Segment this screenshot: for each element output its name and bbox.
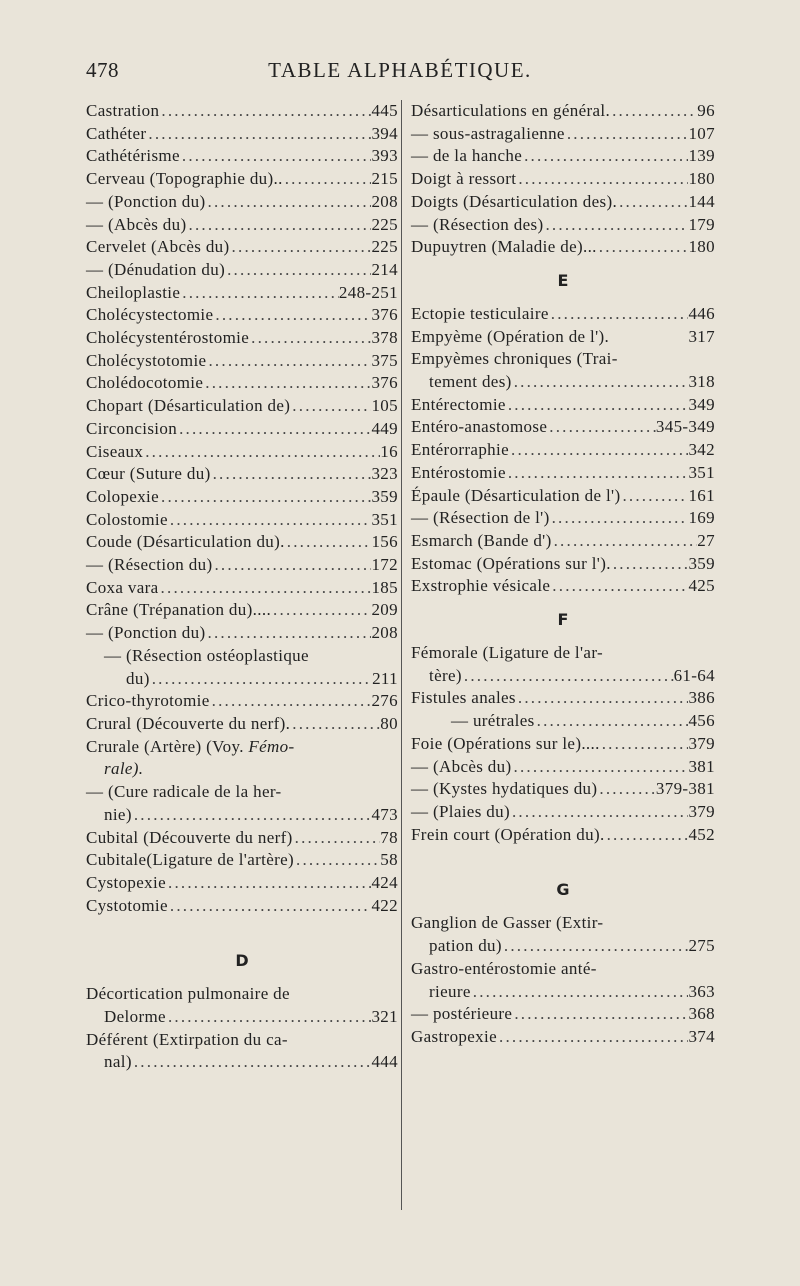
- leader-dots: [168, 509, 372, 532]
- index-entry: [411, 642, 715, 665]
- entry-text: Cœur (Suture du): [86, 464, 211, 484]
- index-entry: [411, 665, 715, 688]
- entry-text: Cathéter: [86, 123, 147, 143]
- index-entry: [411, 439, 715, 462]
- page-ref: 393: [371, 146, 398, 166]
- leader-dots: [617, 191, 688, 214]
- leader-dots: [509, 439, 688, 462]
- leader-dots: [206, 350, 371, 373]
- entry-text: — urétrales: [451, 711, 535, 731]
- page-ref: 180: [688, 237, 715, 257]
- index-entry: [411, 326, 715, 349]
- leader-dots: [552, 530, 698, 553]
- leader-dots: [211, 463, 372, 486]
- section-heading-d: D: [235, 951, 249, 971]
- entry-text: Entérectomie: [411, 394, 506, 414]
- index-entry: [86, 441, 398, 464]
- page-ref: 394: [371, 123, 398, 143]
- leader-dots: [159, 100, 371, 123]
- column-divider: [401, 100, 402, 1210]
- index-entry: [411, 168, 715, 191]
- index-entry: [411, 371, 715, 394]
- page-ref: 445: [371, 101, 398, 120]
- index-entry: [86, 645, 398, 668]
- index-entry: [86, 214, 398, 237]
- page-ref: 422: [371, 895, 398, 915]
- leader-dots: [549, 303, 689, 326]
- page-ref: 139: [688, 146, 715, 166]
- entry-text: Crico-thyrotomie: [86, 691, 210, 711]
- entry-text: Gastropexie: [411, 1026, 497, 1046]
- index-entry: [86, 1029, 398, 1052]
- page-ref: 156: [371, 532, 398, 552]
- page-ref: 368: [688, 1004, 715, 1024]
- index-entry: [411, 507, 715, 530]
- index-entry: [86, 781, 398, 804]
- entry-text: Frein court (Opération du).: [411, 824, 605, 844]
- leader-dots: [290, 713, 380, 736]
- leader-dots: [543, 214, 688, 237]
- index-entry: [411, 575, 715, 598]
- page-ref: 225: [371, 237, 398, 257]
- entry-text: Foie (Opérations sur le)....: [411, 733, 600, 753]
- page-ref: 381: [688, 756, 715, 776]
- index-group-g: [411, 1003, 715, 1048]
- leader-dots: [547, 416, 656, 439]
- index-entry: [86, 304, 398, 327]
- index-entry: [86, 983, 398, 1006]
- entry-text: — (Abcès du): [411, 756, 512, 776]
- page-ref: 225: [371, 214, 398, 234]
- page-ref: 386: [688, 688, 715, 708]
- entry-text: Fistules anales: [411, 688, 516, 708]
- page-ref: 61-64: [673, 665, 715, 685]
- index-entry: [411, 348, 715, 371]
- leader-dots: [180, 145, 372, 168]
- index-entry: [86, 577, 398, 600]
- entry-text: Exstrophie vésicale: [411, 576, 551, 596]
- entry-text: — (Ponction du): [86, 191, 206, 211]
- index-entry: [86, 895, 398, 918]
- index-entry: [86, 100, 398, 123]
- index-group-c2: [86, 690, 398, 735]
- index-group-e: [411, 394, 715, 598]
- page-number: 478: [86, 58, 119, 82]
- entry-text: Estomac (Opérations sur l').: [411, 553, 611, 573]
- leader-dots: [565, 123, 689, 146]
- leader-dots: [597, 778, 655, 801]
- index-entry: [86, 145, 398, 168]
- leader-dots: [132, 1051, 372, 1074]
- left-column: [86, 100, 398, 1074]
- leader-dots: [600, 733, 689, 756]
- entry-text: tement des): [429, 372, 512, 392]
- index-entry: [411, 710, 715, 733]
- index-entry: [86, 554, 398, 577]
- entry-text: — (Kystes hydatiques du): [411, 779, 598, 799]
- index-entry: [86, 622, 398, 645]
- leader-dots: [462, 665, 674, 688]
- entry-text: Cubitale(Ligature de l'artère): [86, 850, 295, 870]
- entry-text: Coxa vara: [86, 577, 159, 597]
- leader-dots: [471, 981, 689, 1004]
- index-entry: [411, 394, 715, 417]
- index-entry: [411, 778, 715, 801]
- entry-text: Cholécystotomie: [86, 350, 207, 370]
- index-entry: [411, 756, 715, 779]
- index-entry: [86, 259, 398, 282]
- page-ref: 345-349: [655, 417, 715, 437]
- page-ref: 209: [371, 600, 398, 620]
- page-ref: 16: [380, 441, 398, 461]
- leader-dots: [497, 1026, 688, 1049]
- leader-dots: [168, 895, 372, 918]
- entry-text: Colopexie: [86, 486, 160, 506]
- leader-dots: [285, 531, 372, 554]
- leader-dots: [230, 236, 372, 259]
- leader-dots: [206, 191, 372, 214]
- entry-text: nal): [104, 1052, 132, 1072]
- entry-text: Cubital (Découverte du nerf): [86, 827, 293, 847]
- entry-text: Castration: [86, 101, 160, 120]
- entry-text: Esmarch (Bande d'): [411, 530, 552, 550]
- leader-dots: [620, 485, 688, 508]
- page-ref: 376: [371, 305, 398, 325]
- leader-dots: [180, 282, 339, 305]
- leader-dots: [225, 259, 371, 282]
- page-ref: 359: [688, 553, 715, 573]
- entry-text: pation du): [429, 936, 502, 956]
- leader-dots: [159, 486, 371, 509]
- entry-text: Chopart (Désarticulation de): [86, 396, 291, 416]
- index-entry: [86, 1051, 398, 1074]
- leader-dots: [187, 214, 372, 237]
- index-entry: [411, 485, 715, 508]
- entry-text: Doigt à ressort: [411, 169, 517, 189]
- index-entry: [411, 981, 715, 1004]
- index-entry: [86, 236, 398, 259]
- leader-dots: [516, 687, 689, 710]
- page-ref: 58: [380, 850, 398, 870]
- leader-dots: [210, 690, 372, 713]
- page-ref: 321: [371, 1007, 398, 1027]
- index-group-d: [411, 100, 715, 259]
- index-entry: [86, 486, 398, 509]
- leader-dots: [249, 327, 371, 350]
- leader-dots: [283, 168, 372, 191]
- leader-dots: [132, 804, 372, 827]
- entry-text: Cerveau (Topographie du)..: [86, 169, 283, 189]
- entry-text: Empyèmes chroniques (Trai-: [411, 349, 618, 369]
- page-ref: 446: [688, 303, 715, 323]
- entry-text: Circoncision: [86, 418, 178, 438]
- index-entry: [411, 145, 715, 168]
- entry-text: nie): [104, 804, 132, 824]
- page-ref: 169: [688, 508, 715, 528]
- index-entry: [411, 912, 715, 935]
- leader-dots: [506, 462, 689, 485]
- page-ref: 208: [371, 191, 398, 211]
- leader-dots: [212, 554, 371, 577]
- entry-text: — (Résection des): [411, 214, 544, 234]
- page-ref: 317: [688, 326, 715, 346]
- index-entry: [86, 531, 398, 554]
- page-ref: 342: [688, 440, 715, 460]
- leader-dots: [206, 622, 372, 645]
- page-ref: 379: [688, 733, 715, 753]
- entry-text: Fémorale (Ligature de l'ar-: [411, 643, 604, 663]
- page-ref: 452: [688, 824, 715, 844]
- entry-text: Cheiloplastie: [86, 282, 181, 302]
- index-entry: [86, 827, 398, 850]
- leader-dots: [150, 668, 372, 691]
- index-entry: [86, 372, 398, 395]
- page-ref: 375: [371, 350, 398, 370]
- index-entry: [86, 168, 398, 191]
- page-ref: 208: [371, 623, 398, 643]
- index-entry: [86, 509, 398, 532]
- page-ref: 323: [371, 464, 398, 484]
- leader-dots: [610, 100, 697, 123]
- page-ref: 144: [688, 191, 715, 211]
- page-ref: 211: [372, 668, 398, 688]
- page-ref: 379: [688, 801, 715, 821]
- leader-dots: [166, 872, 371, 895]
- running-title: TABLE ALPHABÉTIQUE.: [268, 58, 532, 82]
- leader-dots: [516, 168, 688, 191]
- leader-dots: [290, 395, 371, 418]
- page-ref: 185: [371, 577, 398, 597]
- entry-text: Dupuytren (Maladie de)...: [411, 237, 597, 257]
- index-entry: [86, 713, 398, 736]
- entry-text: Épaule (Désarticulation de l'): [411, 485, 621, 505]
- leader-dots: [512, 1003, 688, 1026]
- page-ref: 78: [380, 827, 398, 847]
- page-ref: 449: [371, 418, 398, 438]
- entry-text: Cervelet (Abcès du): [86, 237, 230, 257]
- page-ref: 378: [371, 328, 398, 348]
- entry-text: Gastro-entérostomie anté-: [411, 958, 597, 978]
- index-group-c3: [86, 827, 398, 918]
- entry-text: Cholécystentérostomie: [86, 328, 250, 348]
- entry-italic: Fémo-: [248, 736, 295, 756]
- index-entry: [86, 191, 398, 214]
- section-heading-e: E: [557, 270, 569, 290]
- entry-text: — (Dénudation du): [86, 259, 226, 279]
- entry-text: Doigts (Désarticulation des).: [411, 191, 618, 211]
- page-ref: 172: [371, 555, 398, 575]
- page-ref: 214: [371, 259, 398, 279]
- leader-dots: [502, 935, 689, 958]
- index-entry: [86, 327, 398, 350]
- index-entry: [411, 123, 715, 146]
- page-ref: 96: [697, 101, 715, 120]
- leader-dots: [597, 236, 689, 259]
- page-ref: 349: [688, 394, 715, 414]
- page-ref: 374: [688, 1026, 715, 1046]
- leader-dots: [146, 123, 371, 146]
- index-group-f: [411, 733, 715, 847]
- leader-dots: [177, 418, 371, 441]
- entry-text: Cystotomie: [86, 895, 168, 915]
- page-ref: 180: [688, 169, 715, 189]
- leader-dots: [611, 553, 689, 576]
- entry-text: Crâne (Trépanation du)....: [86, 600, 272, 620]
- index-entry: [411, 100, 715, 123]
- entry-text: Déférent (Extirpation du ca-: [86, 1029, 288, 1049]
- index-entry: [86, 599, 398, 622]
- index-entry: [411, 553, 715, 576]
- index-entry: [411, 416, 715, 439]
- entry-text: — (Ponction du): [86, 623, 206, 643]
- leader-dots: [166, 1006, 372, 1029]
- page-header: [80, 58, 720, 88]
- page-ref: 351: [688, 462, 715, 482]
- entry-text: — (Résection de l'): [411, 508, 550, 528]
- entry-text: Cholédocotomie: [86, 373, 204, 393]
- index-entry: [86, 350, 398, 373]
- entry-text: Cathétérisme: [86, 146, 180, 166]
- entry-text: — sous-astragalienne: [411, 123, 565, 143]
- page-ref: 363: [688, 981, 715, 1001]
- index-entry: [86, 736, 398, 759]
- page-ref: 248-251: [338, 282, 398, 302]
- page-ref: 351: [371, 509, 398, 529]
- index-entry: [86, 804, 398, 827]
- leader-dots: [293, 827, 381, 850]
- index-entry: [411, 935, 715, 958]
- entry-text: — postérieure: [411, 1004, 513, 1024]
- page-ref: 456: [688, 711, 715, 731]
- leader-dots: [605, 824, 689, 847]
- index-entry: [411, 958, 715, 981]
- index-entry: [411, 824, 715, 847]
- entry-text: — (Plaies du): [411, 801, 510, 821]
- entry-text: du): [126, 668, 150, 688]
- entry-text: Coude (Désarticulation du).: [86, 532, 285, 552]
- page-ref: 376: [371, 373, 398, 393]
- index-entry: [86, 418, 398, 441]
- index-entry: [86, 690, 398, 713]
- page-ref: 473: [371, 804, 398, 824]
- index-entry: [411, 1003, 715, 1026]
- page-ref: 425: [688, 576, 715, 596]
- section-heading-f: F: [557, 610, 569, 630]
- index-group-c: [86, 100, 398, 645]
- page-ref: 215: [371, 169, 398, 189]
- page-ref: 424: [371, 872, 398, 892]
- entry-text: Entérostomie: [411, 462, 506, 482]
- page-ref: 105: [371, 396, 398, 416]
- entry-text: Décortication pulmonaire de: [86, 984, 290, 1004]
- page-ref: 107: [688, 123, 715, 143]
- index-entry: [411, 530, 715, 553]
- index-entry: [86, 463, 398, 486]
- right-column: [411, 100, 715, 1049]
- leader-dots: [522, 145, 688, 168]
- entry-text: — de la hanche: [411, 146, 523, 166]
- index-entry: [411, 1026, 715, 1049]
- page-ref: 359: [371, 486, 398, 506]
- page-ref: 179: [688, 214, 715, 234]
- leader-dots: [550, 507, 689, 530]
- entry-text: Entéro-anastomose: [411, 417, 548, 437]
- leader-dots: [550, 575, 688, 598]
- page-ref: 318: [688, 372, 715, 392]
- page-ref: 80: [380, 713, 398, 733]
- index-entry: [86, 849, 398, 872]
- index-entry: [86, 123, 398, 146]
- index-entry: [411, 733, 715, 756]
- page-ref: 276: [371, 691, 398, 711]
- index-entry: [411, 191, 715, 214]
- entry-text: Ganglion de Gasser (Extir-: [411, 913, 604, 933]
- entry-text: Cholécystectomie: [86, 305, 214, 325]
- leader-dots: [512, 756, 689, 779]
- leader-dots: [271, 599, 371, 622]
- entry-text: — (Cure radicale de la her-: [86, 782, 282, 802]
- entry-text: Crurale (Artère) (Voy. Fémo-: [86, 736, 295, 756]
- index-entry: [411, 214, 715, 237]
- entry-text: Ectopie testiculaire: [411, 303, 549, 323]
- entry-text: Cystopexie: [86, 872, 166, 892]
- entry-text: Ciseaux: [86, 441, 144, 461]
- leader-dots: [213, 304, 371, 327]
- index-entry: [86, 1006, 398, 1029]
- page-ref: 27: [697, 530, 715, 550]
- index-entry: [86, 282, 398, 305]
- index-entry: [411, 236, 715, 259]
- index-entry: [411, 687, 715, 710]
- page-ref: 379-381: [655, 779, 715, 799]
- entry-text: Crural (Découverte du nerf).: [86, 713, 291, 733]
- index-entry: [86, 872, 398, 895]
- entry-text: Empyème (Opération de l').: [411, 326, 610, 346]
- entry-text: Delorme: [104, 1007, 166, 1027]
- index-entry: [411, 801, 715, 824]
- page-ref: 275: [688, 936, 715, 956]
- index-entry: [411, 303, 715, 326]
- entry-text: rieure: [429, 981, 471, 1001]
- leader-dots: [143, 441, 380, 464]
- index-entry: [86, 668, 398, 691]
- entry-text: Entérorraphie: [411, 440, 510, 460]
- leader-dots: [535, 710, 689, 733]
- leader-dots: [510, 801, 688, 824]
- entry-text: rale).: [104, 759, 144, 779]
- leader-dots: [203, 372, 371, 395]
- page-ref: 444: [371, 1052, 398, 1072]
- entry-text: — (Résection du): [86, 555, 213, 575]
- leader-dots: [294, 849, 380, 872]
- entry-text: Colostomie: [86, 509, 168, 529]
- leader-dots: [512, 371, 689, 394]
- index-entry: [86, 395, 398, 418]
- section-heading-g: G: [556, 880, 570, 900]
- entry-text: — (Résection ostéoplastique: [104, 645, 309, 665]
- page-ref: 161: [688, 485, 715, 505]
- index-entry: [411, 462, 715, 485]
- entry-text: — (Abcès du): [86, 214, 187, 234]
- entry-text: tère): [429, 665, 462, 685]
- entry-text: Désarticulations en général.: [411, 101, 611, 120]
- leader-dots: [159, 577, 372, 600]
- leader-dots: [506, 394, 689, 417]
- index-entry: [86, 758, 398, 781]
